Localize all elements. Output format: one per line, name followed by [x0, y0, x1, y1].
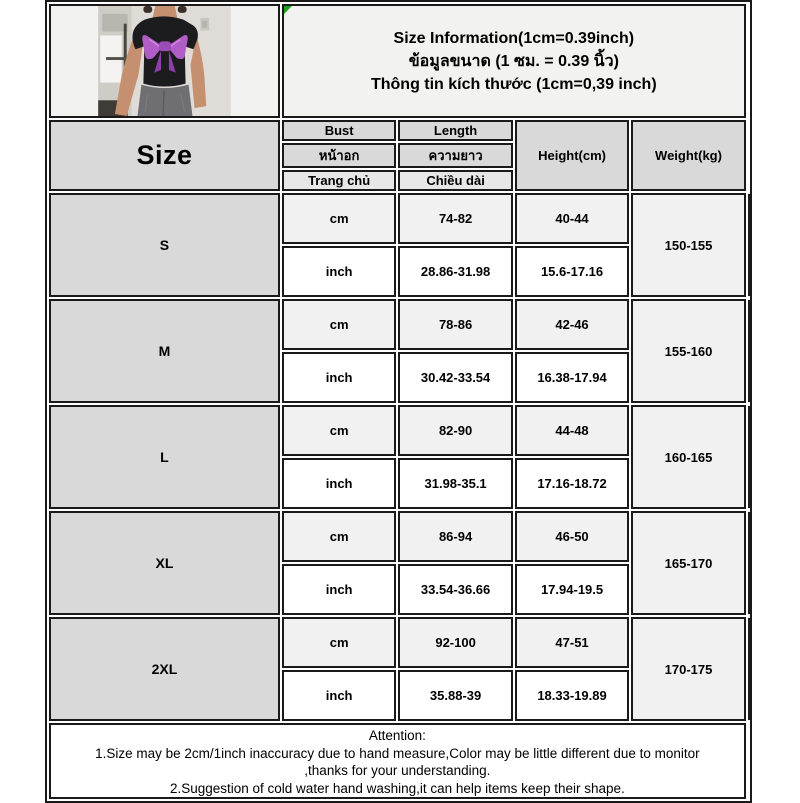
unit-label: inch: [282, 246, 396, 297]
unit-label: inch: [282, 352, 396, 403]
height-s: 150-155: [631, 193, 745, 297]
bust-inch-m: 30.42-33.54: [398, 352, 512, 403]
size-label-s: S: [49, 193, 280, 297]
size-row-xl-cm: [49, 511, 748, 562]
bust-cm-2xl: 92-100: [398, 617, 512, 668]
bust-inch-2xl: 35.88-39: [398, 670, 512, 721]
attention-note: [49, 723, 746, 799]
unit-label: inch: [282, 458, 396, 509]
product-photo: [97, 6, 232, 116]
corner-marker-icon: [284, 6, 292, 14]
size-info-title-en: Size Information(1cm=0.39inch): [284, 27, 744, 50]
size-info-title-vi: Thông tin kích thước (1cm=0,39 inch): [284, 73, 744, 96]
attention-line-1: 1.Size may be 2cm/1inch inaccuracy due to hand measure,Color may be little different due to monitor ,thanks for your understanding.: [77, 745, 718, 780]
height-l: 160-165: [631, 405, 745, 509]
length-cm-l: 44-48: [515, 405, 629, 456]
column-header-weight: Weight(kg): [631, 120, 745, 191]
bust-cm-m: 78-86: [398, 299, 512, 350]
wall-switch: [200, 18, 209, 31]
length-cm-s: 40-44: [515, 193, 629, 244]
length-inch-s: 15.6-17.16: [515, 246, 629, 297]
length-inch-l: 17.16-18.72: [515, 458, 629, 509]
unit-label: cm: [282, 617, 396, 668]
bust-inch-s: 28.86-31.98: [398, 246, 512, 297]
column-header-length-vi: Chiều dài: [398, 170, 512, 191]
size-info-header: [282, 4, 746, 118]
attention-row: [49, 723, 748, 799]
bust-inch-xl: 33.54-36.66: [398, 564, 512, 615]
size-chart-table: [45, 0, 752, 803]
unit-label: cm: [282, 193, 396, 244]
size-label-l: L: [49, 405, 280, 509]
column-header-length-th: ความยาว: [398, 143, 512, 168]
length-cm-m: 42-46: [515, 299, 629, 350]
unit-label: inch: [282, 670, 396, 721]
product-photo-cell: [49, 4, 280, 118]
column-header-height: Height(cm): [515, 120, 629, 191]
bust-cm-s: 74-82: [398, 193, 512, 244]
bust-cm-xl: 86-94: [398, 511, 512, 562]
image-title-row: [49, 4, 748, 118]
column-header-bust-th: หน้าอก: [282, 143, 396, 168]
size-info-title-th: ข้อมูลขนาด (1 ซม. = 0.39 นิ้ว): [284, 50, 744, 73]
attention-line-2: 2.Suggestion of cold water hand washing,it can help items keep their shape.: [77, 780, 718, 798]
height-m: 155-160: [631, 299, 745, 403]
unit-label: cm: [282, 299, 396, 350]
attention-title: Attention:: [77, 727, 718, 745]
length-inch-m: 16.38-17.94: [515, 352, 629, 403]
column-header-size: Size: [49, 120, 280, 191]
unit-label: inch: [282, 564, 396, 615]
table-header-row-en: [49, 120, 748, 141]
length-inch-xl: 17.94-19.5: [515, 564, 629, 615]
bust-inch-l: 31.98-35.1: [398, 458, 512, 509]
size-label-xl: XL: [49, 511, 280, 615]
column-header-bust-en: Bust: [282, 120, 396, 141]
unit-label: cm: [282, 511, 396, 562]
length-inch-2xl: 18.33-19.89: [515, 670, 629, 721]
length-cm-xl: 46-50: [515, 511, 629, 562]
size-row-m-cm: [49, 299, 748, 350]
bust-cm-l: 82-90: [398, 405, 512, 456]
column-header-bust-vi: Trang chủ: [282, 170, 396, 191]
size-row-l-cm: [49, 405, 748, 456]
size-row-2xl-cm: [49, 617, 748, 668]
size-label-m: M: [49, 299, 280, 403]
unit-label: cm: [282, 405, 396, 456]
height-xl: 165-170: [631, 511, 745, 615]
column-header-length-en: Length: [398, 120, 512, 141]
size-label-2xl: 2XL: [49, 617, 280, 721]
length-cm-2xl: 47-51: [515, 617, 629, 668]
height-2xl: 170-175: [631, 617, 745, 721]
size-row-s-cm: [49, 193, 748, 244]
